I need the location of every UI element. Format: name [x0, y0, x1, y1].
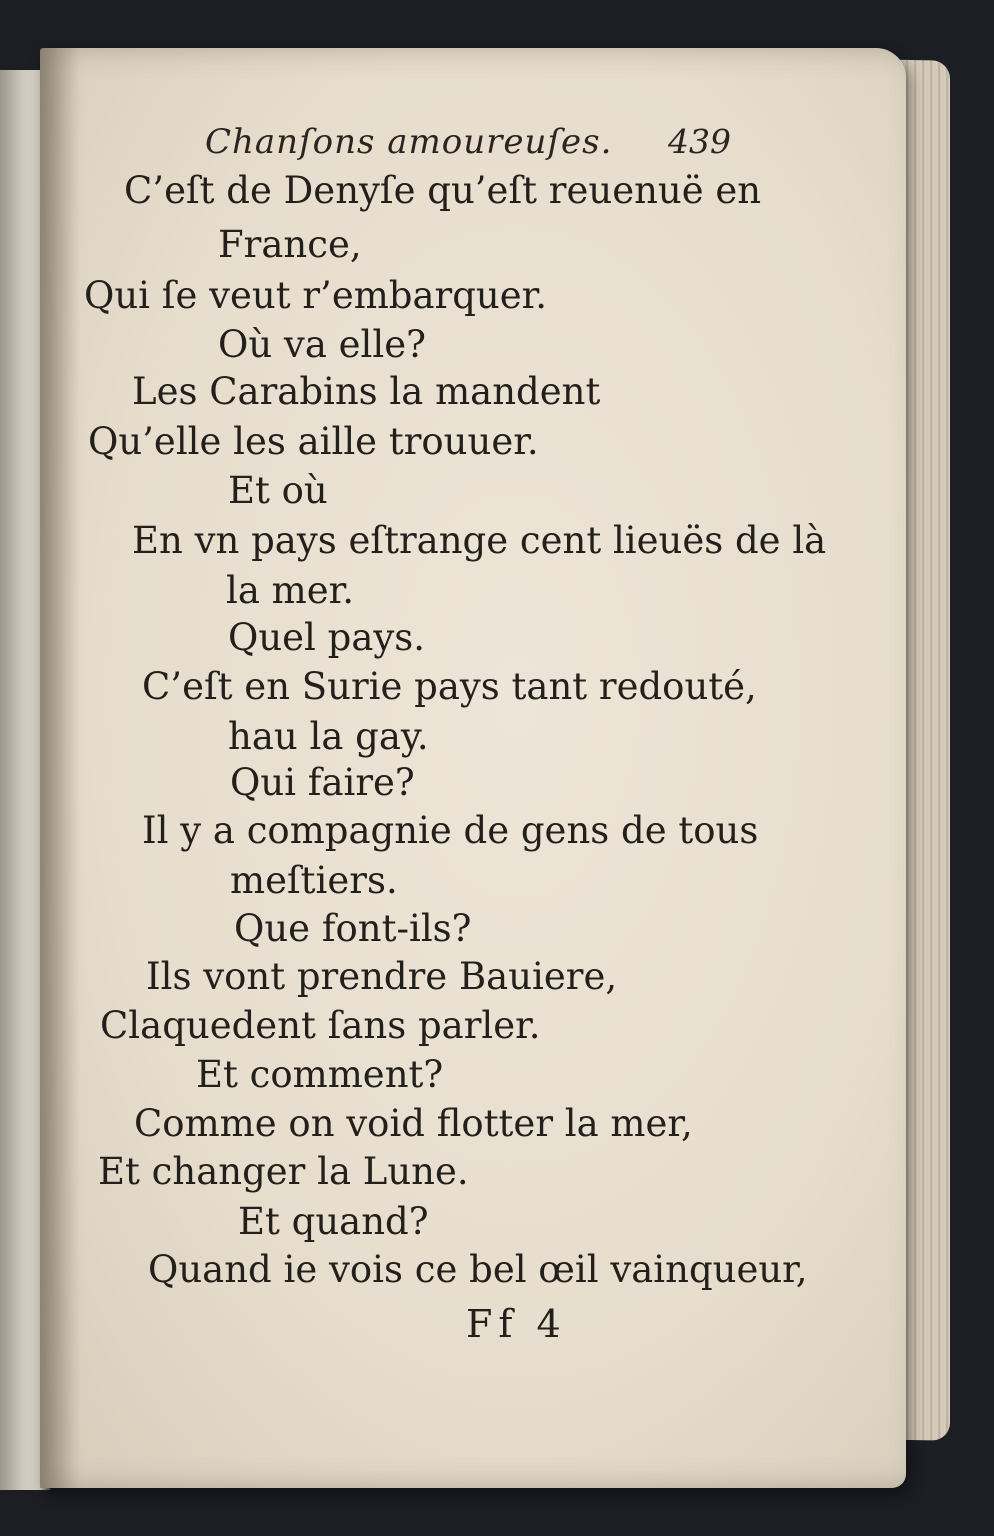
text-line: Et comment?: [196, 1053, 444, 1096]
text-line: Et où: [228, 469, 328, 512]
text-line: France,: [218, 223, 362, 266]
text-line: En vn pays eſtrange cent lieuës de là: [132, 519, 827, 562]
text-line: Où va elle?: [218, 323, 426, 366]
text-line: Ils vont prendre Bauiere,: [146, 955, 618, 998]
text-line: hau la gay.: [228, 715, 429, 758]
text-line: Et changer la Lune.: [98, 1150, 469, 1193]
text-line: Et quand?: [238, 1200, 429, 1243]
text-line: Quel pays.: [228, 616, 426, 659]
text-line: Il y a compagnie de gens de tous: [142, 809, 759, 852]
text-line: C’eſt de Denyſe qu’eſt reuenuë en: [124, 169, 762, 212]
signature-mark: Ff 4: [466, 1302, 567, 1346]
text-line: Quand ie vois ce bel œil vainqueur,: [148, 1248, 808, 1291]
text-line: Comme on void flotter la mer,: [134, 1102, 693, 1145]
text-line: Que font-ils?: [234, 907, 472, 950]
text-line: Claquedent ſans parler.: [100, 1004, 541, 1047]
text-line: Qu’elle les aille trouuer.: [88, 420, 539, 463]
text-line: C’eſt en Surie pays tant redouté,: [142, 665, 757, 708]
page-number: 439: [668, 122, 731, 161]
text-line: Les Carabins la mandent: [132, 370, 601, 413]
text-line: meſtiers.: [230, 859, 398, 902]
gutter-shadow: [40, 48, 80, 1488]
text-line: Qui ſe veut r’embarquer.: [84, 274, 548, 317]
text-line: la mer.: [226, 569, 355, 612]
running-head: Chanſons amoureuſes.: [205, 122, 613, 162]
text-line: Qui faire?: [230, 761, 415, 804]
